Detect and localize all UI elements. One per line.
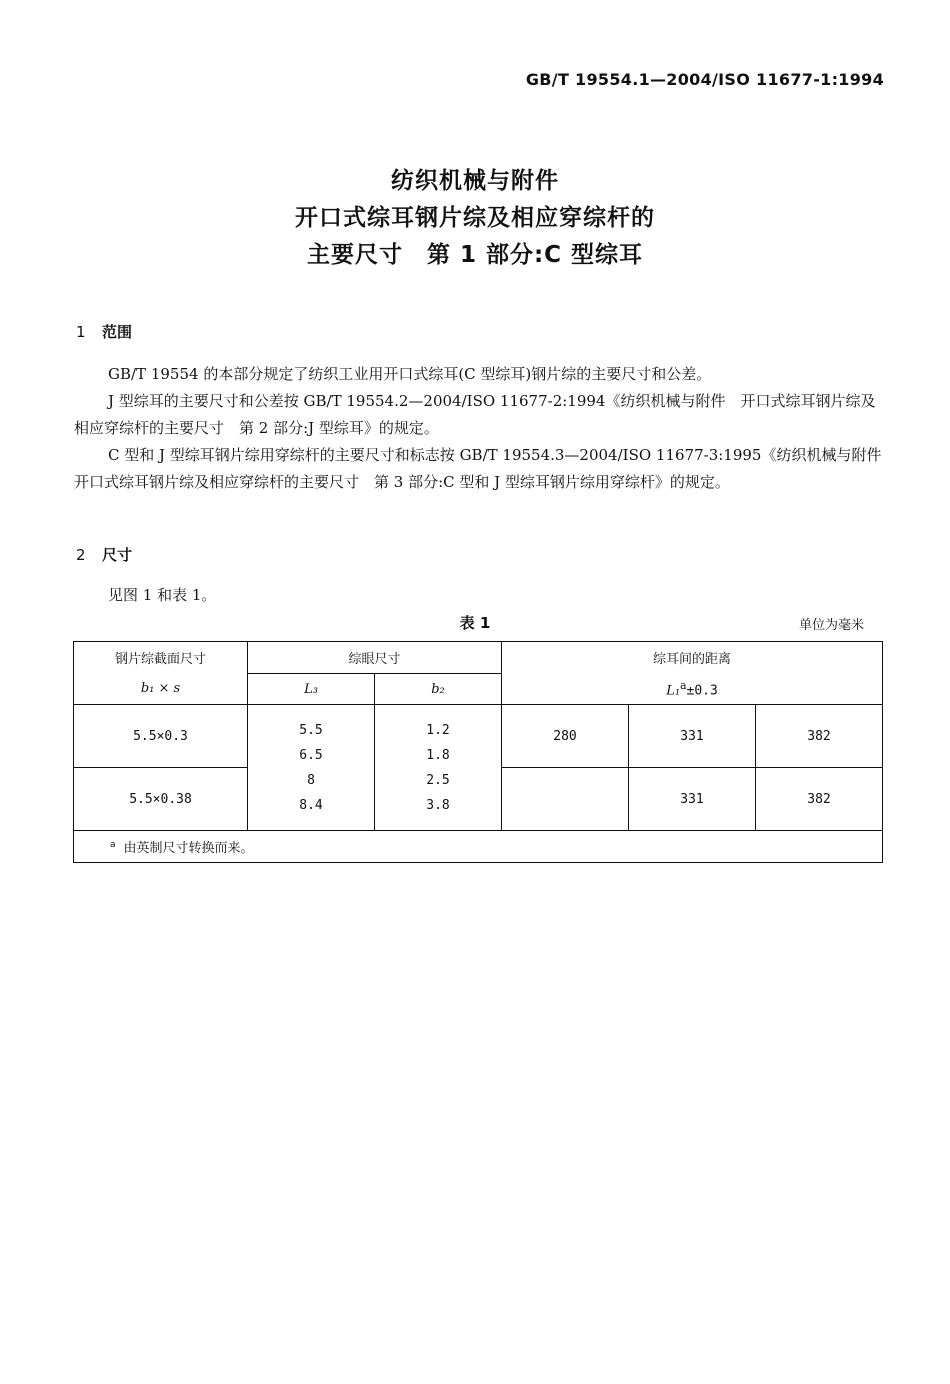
standard-code: GB/T 19554.1—2004/ISO 11677-1:1994 [525,70,884,89]
section-2-heading [76,544,132,565]
section-size-cell: 5.5×0.38 [74,768,248,831]
section-1-heading [76,321,132,342]
table-footnote [74,831,883,863]
scope-paragraph-1: GB/T 19554 的本部分规定了纺织工业用开口式综耳(C 型综耳)钢片综的主要尺寸和公差。 [108,365,712,383]
b2-value: 1.2 [426,722,450,738]
title-line-3: 主要尺寸 第 1 部分:C 型综耳 [306,242,644,268]
table-subheader-row [74,674,883,705]
distance-cell: 280 [502,705,629,768]
scope-paragraph-3: C 型和 J 型综耳钢片综用穿综杆的主要尺寸和标志按 GB/T 19554.3—2004/ISO 11677-3:1995《纺织机械与附件 开口式综耳钢片综及相应穿综杆的主要尺寸 第 3 部分:C 型和 J 型综耳钢片综用穿综杆》的规定。 [74,446,897,491]
section-title: 尺寸 [102,546,133,564]
l3-value: 6.5 [299,747,323,763]
l3-value: 8 [307,772,315,788]
scope-paragraph-2: J 型综耳的主要尺寸和公差按 GB/T 19554.2—2004/ISO 11677-2:1994《纺织机械与附件 开口式综耳钢片综及相应穿综杆的主要尺寸 第 2 部分:J 型综耳》的规定。 [74,392,876,437]
table-footnote-row [74,831,883,863]
header-eye-size: 综眼尺寸 [248,642,502,674]
title-line-1: 纺织机械与附件 [391,168,559,194]
l3-values-cell [248,705,375,831]
table-caption: 表 1 [459,614,491,632]
section-number: 1 [76,323,86,341]
distance-cell: 331 [629,768,756,831]
header-distance-symbol [502,674,883,705]
distance-cell: 382 [756,768,883,831]
title-line-2: 开口式综耳钢片综及相应穿综杆的 [295,205,655,231]
dimensions-paragraph: 见图 1 和表 1。 [108,586,217,604]
header-b2: b₂ [375,674,502,705]
distance-cell: 382 [756,705,883,768]
table-row [74,705,883,768]
b2-values-cell [375,705,502,831]
footnote-mark: a [110,839,116,850]
b2-value: 1.8 [426,747,450,763]
b2-value: 3.8 [426,797,450,813]
section-number: 2 [76,546,86,564]
l1-tolerance: ±0.3 [686,683,718,699]
header-section-size: 钢片综截面尺寸 [74,642,248,674]
dimensions-table [73,641,883,863]
section-title: 范围 [102,323,133,341]
l3-value: 5.5 [299,722,323,738]
header-l3: L₃ [248,674,375,705]
header-section-symbol: b₁ × s [74,674,248,705]
section-size-cell: 5.5×0.3 [74,705,248,768]
l1-symbol: L₁ [666,683,681,699]
footnote-text: 由英制尺寸转换而来。 [123,841,254,856]
unit-note: 单位为毫米 [798,618,864,633]
footnote-ref: a [680,679,687,693]
header-distance: 综耳间的距离 [502,642,883,674]
table-header-row [74,642,883,674]
b2-value: 2.5 [426,772,450,788]
l3-value: 8.4 [299,797,323,813]
distance-cell: 331 [629,705,756,768]
distance-cell [502,768,629,831]
